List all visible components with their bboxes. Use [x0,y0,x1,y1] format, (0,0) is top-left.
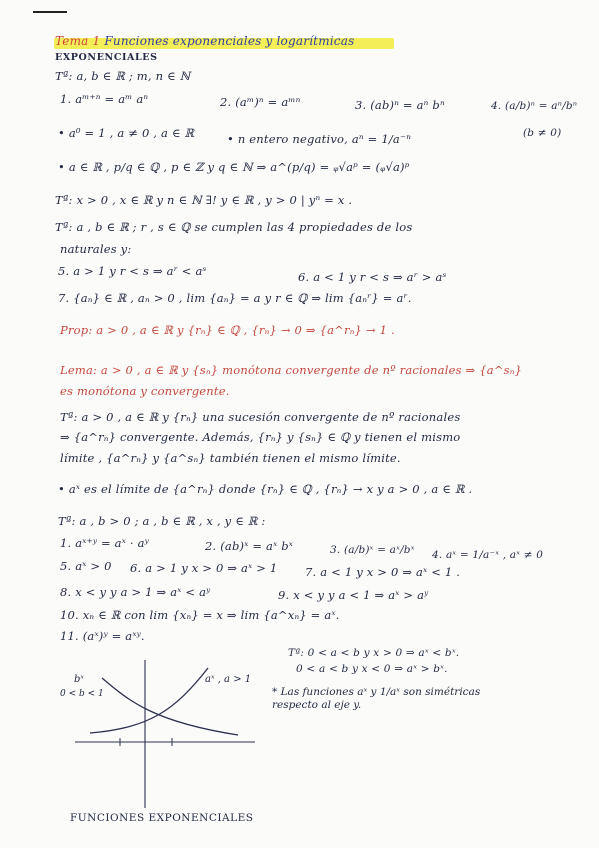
exp-property-9: 9. x < y y a < 1 ⇒ aˣ > aʸ [278,588,429,602]
property-1: 1. aᵐ⁺ⁿ = aᵐ aⁿ [60,92,149,106]
theorem-4-line-2: ⇒ {a^rₙ} convergente. Además, {rₙ} y {sₙ} ∈ ℚ y tienen el mismo [60,430,461,444]
exponential-sketch [50,640,270,810]
curve-a-x [90,668,208,733]
theorem-1: Tª: a, b ∈ ℝ ; m, n ∈ ℕ [55,69,191,83]
exp-property-3: 3. (a/b)ˣ = aˣ/bˣ [330,544,415,556]
tema-title: Funciones exponenciales y logarítmicas [104,34,355,48]
label-a-x: aˣ , a > 1 [205,674,252,685]
theorem-4-line-3: límite , {a^rₙ} y {a^sₙ} también tienen el mismo límite. [60,451,401,465]
exp-property-10: 10. xₙ ∈ ℝ con lim {xₙ} = x ⇒ lim {a^xₙ} = aˣ. [60,608,340,622]
graph-caption: FUNCIONES EXPONENCIALES [70,812,254,824]
label-b-condition: 0 < b < 1 [60,689,104,699]
property-6: 6. a < 1 y r < s ⇒ aʳ > aˢ [298,270,447,284]
page-title [55,35,354,47]
property-4: 4. (a/b)ⁿ = aⁿ/bⁿ [491,100,578,112]
exp-property-4: 4. aˣ = 1/a⁻ˣ , aˣ ≠ 0 [432,549,544,561]
section-heading: EXPONENCIALES [55,52,158,63]
rational-exponent-rule: • a ∈ ℝ , p/q ∈ ℚ , p ∈ ℤ y q ∈ ℕ ⇒ a^(p/q) = ᵩ√aᵖ = (ᵩ√a)ᵖ [58,160,410,174]
property-2: 2. (aᵐ)ⁿ = aᵐⁿ [220,95,301,109]
symmetry-note-line-2: respecto al eje y. [272,699,362,712]
theorem-4-line-1: Tª: a > 0 , a ∈ ℝ y {rₙ} una sucesión convergente de nº racionales [60,410,461,424]
theorem-6-line-1: Tª: 0 < a < b y x > 0 ⇒ aˣ < bˣ. [288,647,460,659]
property-7: 7. {aₙ} ∈ ℝ , aₙ > 0 , lim {aₙ} = a y r ∈ ℚ ⇒ lim {aₙʳ} = aʳ. [58,291,412,305]
theorem-3-line-2: naturales y: [60,242,132,256]
theorem-6-line-2: 0 < a < b y x < 0 ⇒ aˣ > bˣ. [296,663,448,675]
exp-property-6: 6. a > 1 y x > 0 ⇒ aˣ > 1 [130,561,278,575]
exponential-definition: • aˣ es el límite de {a^rₙ} donde {rₙ} ∈ ℚ , {rₙ} → x y a > 0 , a ∈ ℝ . [58,482,473,496]
property-5: 5. a > 1 y r < s ⇒ aʳ < aˢ [58,264,207,278]
symmetry-note [272,686,480,712]
exp-property-11: 11. (aˣ)ʸ = aˣʸ. [60,629,145,643]
theorem-3-line-1: Tª: a , b ∈ ℝ ; r , s ∈ ℚ se cumplen las 4 propiedades de los [55,220,413,234]
exp-property-1: 1. aˣ⁺ʸ = aˣ · aʸ [60,536,149,550]
top-rule [33,11,67,13]
exp-property-7: 7. a < 1 y x > 0 ⇒ aˣ < 1 . [305,565,461,579]
property-4-condition: (b ≠ 0) [523,127,562,139]
symmetry-note-line-1: * Las funciones aˣ y 1/aˣ son simétricas [272,686,481,698]
lemma-line-2: es monótona y convergente. [60,384,230,398]
tema-label: Tema 1 [55,34,101,48]
label-b-x: bˣ [74,674,84,685]
lemma-line-1: Lema: a > 0 , a ∈ ℝ y {sₙ} monótona convergente de nº racionales ⇒ {a^sₙ} [60,363,523,377]
negative-exponent-rule: • n entero negativo, aⁿ = 1/a⁻ⁿ [227,132,412,146]
exp-property-8: 8. x < y y a > 1 ⇒ aˣ < aʸ [60,585,211,599]
exp-property-2: 2. (ab)ˣ = aˣ bˣ [205,539,294,553]
proposition: Prop: a > 0 , a ∈ ℝ y {rₙ} ∈ ℚ , {rₙ} → 0 ⇒ {a^rₙ} → 1 . [60,323,395,337]
theorem-5: Tª: a , b > 0 ; a , b ∈ ℝ , x , y ∈ ℝ : [58,514,266,528]
theorem-2: Tª: x > 0 , x ∈ ℝ y n ∈ ℕ ∃! y ∈ ℝ , y > 0 | yⁿ = x . [55,193,353,207]
property-3: 3. (ab)ⁿ = aⁿ bⁿ [355,98,445,112]
exp-property-5: 5. aˣ > 0 [60,559,112,573]
zero-exponent-rule: • a⁰ = 1 , a ≠ 0 , a ∈ ℝ [58,126,195,140]
